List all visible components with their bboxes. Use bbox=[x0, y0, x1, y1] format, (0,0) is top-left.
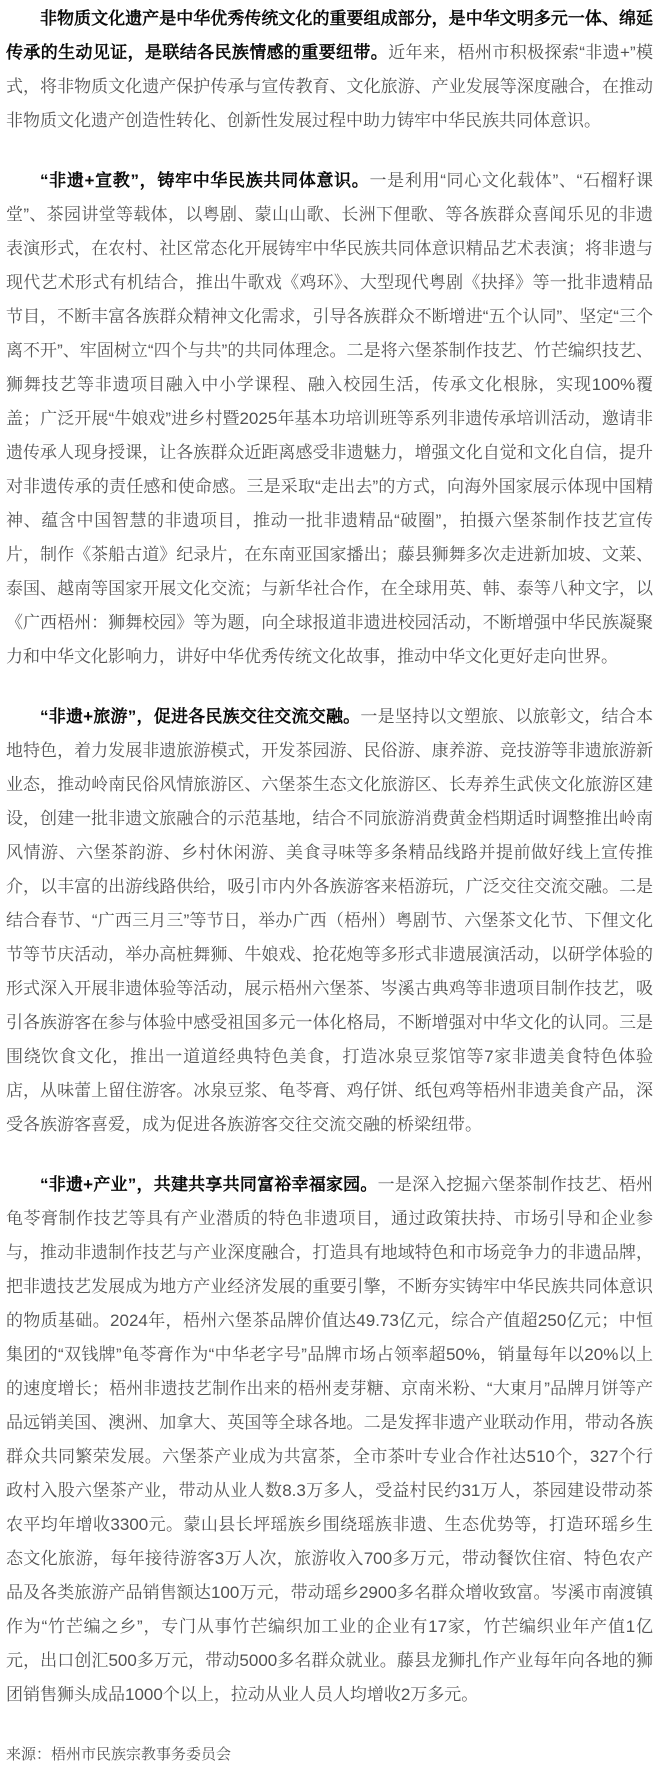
paragraph-xuanjiao bbox=[6, 164, 653, 674]
paragraph-intro-body: 近年来，梧州市积极探索“非遗+”模式，将非物质文化遗产保护传承与宣传教育、文化旅游、产业发展等深度融合，在推动非物质文化遗产创造性转化、创新性发展过程中助力铸牢中华民族共同体意识。 bbox=[6, 43, 654, 130]
paragraph-lvyou-lead: “非遗+旅游”，促进各民族交往交流交融。 bbox=[40, 707, 361, 726]
paragraph-chanye-body: 一是深入挖掘六堡茶制作技艺、梧州龟苓膏制作技艺等具有产业潜质的特色非遗项目，通过政策扶持、市场引导和企业参与，推动非遗制作技艺与产业深度融合，打造具有地域特色和市场竞争力的非遗品牌，把非遗技艺发展成为地方产业经济发展的重要引擎，不断夯实铸牢中华民族共同体意识的物质基础。2024年，梧州六堡茶品牌价值达49.73亿元，综合产值超250亿元；中恒集团的“双钱牌”龟苓膏作为“中华老字号”品牌市场占领率超50%，销量每年以20%以上的速度增长；梧州非遗技艺制作出来的梧州麦芽糖、京南米粉、“大東月”品牌月饼等产品远销美国、澳洲、加拿大、英国等全球各地。二是发挥非遗产业联动作用，带动各族群众共同繁荣发展。六堡茶产业成为共富茶，全市茶叶专业合作社达510个，327个行政村入股六堡茶产业，带动从业人数8.3万多人，受益村民约31万人，茶园建设带动茶农平均年增收3300元。蒙山县长坪瑶族乡围绕瑶族非遗、生态优势等，打造环瑶乡生态文化旅游，每年接待游客3万人次，旅游收入700多万元，带动餐饮住宿、特色农产品及各类旅游产品销售额达100万元，带动瑶乡2900多名群众增收致富。岑溪市南渡镇作为“竹芒编之乡”，专门从事竹芒编织加工业的企业有17家，竹芒编织业年产值1亿元，出口创汇500多万元，带动5000多名群众就业。藤县龙狮扎作产业每年向各地的狮团销售狮头成品1000个以上，拉动从业人员人均增收2万多元。 bbox=[6, 1175, 653, 1704]
paragraph-intro bbox=[6, 2, 653, 138]
paragraph-lvyou-body: 一是坚持以文塑旅、以旅彰文，结合本地特色，着力发展非遗旅游模式，开发茶园游、民俗游、康养游、竞技游等非遗旅游新业态，推动岭南民俗风情旅游区、六堡茶生态文化旅游区、长寿养生武侠文化旅游区建设，创建一批非遗文旅融合的示范基地，结合不同旅游消费黄金档期适时调整推出岭南风情游、六堡茶韵游、乡村休闲游、美食寻味等多条精品线路并提前做好线上宣传推介，以丰富的出游线路供给，吸引市内外各族游客来梧游玩，广泛交往交流交融。二是结合春节、“广西三月三”等节日，举办广西（梧州）粤剧节、六堡茶文化节、下俚文化节等节庆活动，举办高桩舞狮、牛娘戏、抢花炮等多形式非遗展演活动，以研学体验的形式深入开展非遗体验等活动，展示梧州六堡茶、岑溪古典鸡等非遗项目制作技艺，吸引各族游客在参与体验中感受祖国多元一体化格局，不断增强对中华文化的认同。三是围绕饮食文化，推出一道道经典特色美食，打造冰泉豆浆馆等7家非遗美食特色体验店，从味蕾上留住游客。冰泉豆浆、龟苓膏、鸡仔饼、纸包鸡等梧州非遗美食产品，深受各族游客喜爱，成为促进各族游客交往交流交融的桥梁纽带。 bbox=[6, 707, 653, 1134]
paragraph-chanye-lead: “非遗+产业”，共建共享共同富裕幸福家园。 bbox=[40, 1175, 378, 1194]
source-attribution: 来源：梧州市民族宗教事务委员会 bbox=[6, 1746, 232, 1763]
paragraph-xuanjiao-body: 一是利用“同心文化载体”、“石榴籽课堂”、茶园讲堂等载体，以粤剧、蒙山山歌、长洲下俚歌、等各族群众喜闻乐见的非遗表演形式，在农村、社区常态化开展铸牢中华民族共同体意识精品艺术表演；将非遗与现代艺术形式有机结合，推出牛歌戏《鸡环》、大型现代粤剧《抉择》等一批非遗精品节目，不断丰富各族群众精神文化需求，引导各族群众不断增进“五个认同”、坚定“三个离不开”、牢固树立“四个与共”的共同体理念。二是将六堡茶制作技艺、竹芒编织技艺、狮舞技艺等非遗项目融入中小学课程、融入校园生活，传承文化根脉，实现100%覆盖；广泛开展“牛娘戏”进乡村暨2025年基本功培训班等系列非遗传承培训活动，邀请非遗传承人现身授课，让各族群众近距离感受非遗魅力，增强文化自觉和文化自信，提升对非遗传承的责任感和使命感。三是采取“走出去”的方式，向海外国家展示体现中国精神、蕴含中国智慧的非遗项目，推动一批非遗精品“破圈”，拍摄六堡茶制作技艺宣传片，制作《茶船古道》纪录片，在东南亚国家播出；藤县狮舞多次走进新加坡、文莱、泰国、越南等国家开展文化交流；与新华社合作，在全球用英、韩、泰等八种文字，以《广西梧州：狮舞校园》等为题，向全球报道非遗进校园活动，不断增强中华民族凝聚力和中华文化影响力，讲好中华优秀传统文化故事，推动中华文化更好走向世界。 bbox=[6, 171, 653, 666]
paragraph-lvyou bbox=[6, 700, 653, 1142]
paragraph-intro-lead: 非物质文化遗产是中华优秀传统文化的重要组成部分，是中华文明多元一体、绵延传承的生动见证，是联结各民族情感的重要纽带。 bbox=[6, 9, 653, 62]
paragraph-xuanjiao-lead: “非遗+宣教”，铸牢中华民族共同体意识。 bbox=[40, 171, 370, 190]
paragraph-chanye bbox=[6, 1168, 653, 1712]
